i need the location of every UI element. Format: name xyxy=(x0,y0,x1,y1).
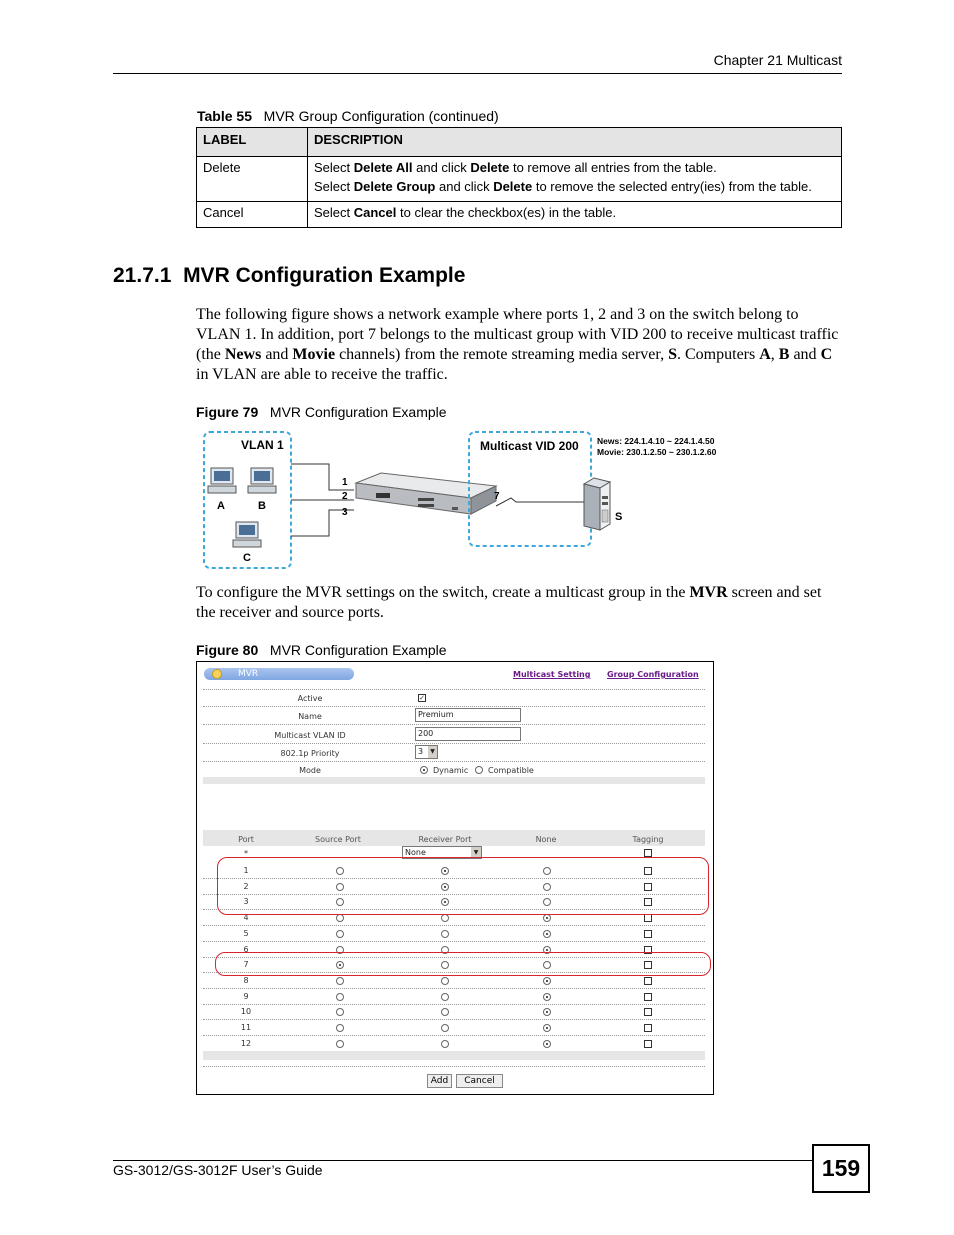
table-header-row xyxy=(197,128,842,157)
active-checkbox[interactable]: ✓ xyxy=(419,694,425,702)
description-line xyxy=(314,205,835,221)
col-tagging: Tagging xyxy=(632,835,664,844)
host-label-c: C xyxy=(243,552,251,564)
none-port-radio[interactable] xyxy=(543,1024,551,1032)
row-label: Delete xyxy=(197,157,308,202)
figure80-number: Figure 80 xyxy=(196,642,259,658)
port-number: 3 xyxy=(243,897,249,907)
port-number: 9 xyxy=(243,991,249,1001)
switch-icon xyxy=(356,473,496,514)
para1-bold: A xyxy=(759,346,771,363)
desc-text: Select xyxy=(314,205,354,220)
col-label: LABEL xyxy=(197,128,308,157)
port-number: 12 xyxy=(240,1038,252,1048)
guide-title: GS-3012/GS-3012F User’s Guide xyxy=(113,1162,323,1178)
paragraph-network-example xyxy=(196,305,842,385)
mode-label: Mode xyxy=(299,766,321,775)
highlight-source-port xyxy=(215,952,711,976)
port-label-1: 1 xyxy=(342,477,348,488)
para2-text: To configure the MVR settings on the switch, create a multicast group in the xyxy=(196,584,690,601)
para1-text: and xyxy=(261,346,293,363)
mvr-group-config-table xyxy=(196,127,842,228)
desc-bold: Delete Group xyxy=(353,179,436,194)
computer-b-icon xyxy=(248,468,276,493)
desc-bold: Delete xyxy=(493,179,533,194)
para1-bold: S xyxy=(668,346,677,363)
desc-text: to remove all entries from the table. xyxy=(509,160,717,175)
host-label-a: A xyxy=(217,500,225,512)
multicast-setting-link[interactable]: Multicast Setting xyxy=(513,670,591,679)
row-divider xyxy=(203,941,705,942)
receiver-port-radio[interactable] xyxy=(441,1024,449,1032)
row-divider xyxy=(203,1019,705,1020)
multicast-vlan-id-field[interactable]: 200 xyxy=(415,727,521,741)
row-description xyxy=(308,202,842,228)
add-button[interactable]: Add xyxy=(427,1074,452,1088)
table-caption-number: Table 55 xyxy=(197,108,252,124)
computer-a-icon xyxy=(208,468,236,493)
col-description: DESCRIPTION xyxy=(308,128,842,157)
port-number: 5 xyxy=(243,928,249,938)
tagging-checkbox[interactable] xyxy=(644,930,652,938)
divider xyxy=(203,724,705,725)
para2-text: screen and set the receiver and source ports. xyxy=(196,584,822,621)
para1-bold: B xyxy=(778,346,790,363)
port-number: 10 xyxy=(240,1007,252,1017)
receiver-port-radio[interactable] xyxy=(441,977,449,985)
para1-text: in VLAN are able to receive the traffic. xyxy=(196,366,448,383)
network-diagram xyxy=(196,428,736,575)
description-line xyxy=(314,179,835,195)
chapter-header: Chapter 21 Multicast xyxy=(713,52,842,68)
server-label: S xyxy=(615,511,623,523)
col-receiver-port: Receiver Port xyxy=(418,835,472,844)
para1-text: , xyxy=(770,346,779,363)
row-label: Cancel xyxy=(197,202,308,228)
name-field[interactable]: Premium xyxy=(415,708,521,722)
mode-dynamic-radio[interactable] xyxy=(420,766,428,774)
source-port-radio[interactable] xyxy=(336,1024,344,1032)
desc-text: to clear the checkbox(es) in the table. xyxy=(396,205,617,220)
desc-text: and click xyxy=(435,179,494,194)
figure80-title: MVR Configuration Example xyxy=(269,642,447,658)
cable-port-7 xyxy=(496,498,584,506)
receiver-port-radio[interactable] xyxy=(441,1008,449,1016)
mode-dynamic-label: Dynamic xyxy=(433,766,469,775)
divider xyxy=(203,706,705,707)
priority-value: 3 xyxy=(418,747,424,756)
tab-bullet-icon xyxy=(212,669,222,679)
group-configuration-link[interactable]: Group Configuration xyxy=(607,670,699,679)
row-description xyxy=(308,157,842,202)
row-divider xyxy=(203,1035,705,1036)
all-ports-tagging-checkbox[interactable] xyxy=(644,849,652,857)
col-source-port: Source Port xyxy=(315,835,361,844)
tagging-checkbox[interactable] xyxy=(644,1024,652,1032)
tagging-checkbox[interactable] xyxy=(644,993,652,1001)
desc-bold: Delete All xyxy=(353,160,413,175)
port-number: 1 xyxy=(243,866,249,875)
none-port-radio[interactable] xyxy=(543,1008,551,1016)
desc-bold: Delete xyxy=(470,160,510,175)
source-port-radio[interactable] xyxy=(336,993,344,1001)
port-label-7: 7 xyxy=(494,491,500,502)
none-port-radio[interactable] xyxy=(543,977,551,985)
port-number: 8 xyxy=(243,975,249,985)
col-port: Port xyxy=(238,835,254,844)
desc-text: and click xyxy=(412,160,471,175)
port-number: 7 xyxy=(243,960,249,970)
mode-compatible-radio[interactable] xyxy=(475,766,483,774)
page-number: 159 xyxy=(812,1144,870,1193)
port-number: 6 xyxy=(243,944,249,954)
source-port-radio[interactable] xyxy=(336,1040,344,1048)
cancel-button[interactable]: Cancel xyxy=(456,1074,503,1088)
receiver-port-radio[interactable] xyxy=(441,914,449,922)
priority-select[interactable] xyxy=(415,745,438,759)
section-number: 21.7.1 xyxy=(113,264,172,287)
table-row xyxy=(197,202,842,228)
description-line xyxy=(314,160,835,176)
tagging-checkbox[interactable] xyxy=(644,1008,652,1016)
dropdown-arrow-icon: ▼ xyxy=(471,847,481,858)
desc-text: Select xyxy=(314,179,354,194)
para1-bold: News xyxy=(224,346,262,363)
source-port-radio[interactable] xyxy=(336,914,344,922)
none-port-radio[interactable] xyxy=(543,1040,551,1048)
port-number: 11 xyxy=(240,1023,252,1032)
none-port-radio[interactable] xyxy=(543,993,551,1001)
port-label-2: 2 xyxy=(342,491,348,502)
server-icon xyxy=(584,478,610,530)
host-label-b: B xyxy=(258,500,266,512)
tagging-checkbox[interactable] xyxy=(644,977,652,985)
multicast-vlan-id-label: Multicast VLAN ID xyxy=(274,731,346,740)
divider xyxy=(203,743,705,744)
col-none: None xyxy=(535,835,557,844)
news-range: News: 224.1.4.10 ~ 224.1.4.50 xyxy=(597,436,715,446)
movie-range: Movie: 230.1.2.50 ~ 230.1.2.60 xyxy=(597,447,717,457)
table-footer-band xyxy=(203,1051,705,1060)
desc-text: to remove the selected entry(ies) from the table. xyxy=(532,179,812,194)
source-port-radio[interactable] xyxy=(336,977,344,985)
row-divider xyxy=(203,988,705,989)
divider xyxy=(203,689,705,690)
source-port-radio[interactable] xyxy=(336,930,344,938)
figure79-title: MVR Configuration Example xyxy=(269,404,447,420)
receiver-port-radio[interactable] xyxy=(441,1040,449,1048)
table-caption-text: MVR Group Configuration (continued) xyxy=(263,108,499,124)
source-port-radio[interactable] xyxy=(336,1008,344,1016)
desc-bold: Cancel xyxy=(353,205,397,220)
section-heading: MVR Configuration Example xyxy=(183,264,466,287)
none-port-radio[interactable] xyxy=(543,930,551,938)
receiver-port-radio[interactable] xyxy=(441,930,449,938)
row-divider xyxy=(203,1004,705,1005)
para1-bold: C xyxy=(820,346,833,363)
none-port-radio[interactable] xyxy=(543,914,551,922)
para1-bold: Movie xyxy=(292,346,336,363)
mvr-tab[interactable] xyxy=(204,668,354,680)
port-number: 2 xyxy=(243,881,249,891)
section-separator xyxy=(203,777,705,784)
para2-bold: MVR xyxy=(689,584,728,601)
name-label: Name xyxy=(298,712,322,721)
highlight-receiver-ports xyxy=(217,857,709,915)
active-label: Active xyxy=(297,694,323,703)
section-title xyxy=(113,264,465,288)
all-ports-select-value: None xyxy=(405,848,426,857)
dropdown-arrow-icon: ▼ xyxy=(428,746,437,758)
footer-rule xyxy=(113,1160,813,1161)
all-ports-symbol: * xyxy=(244,849,248,858)
table-caption xyxy=(197,108,499,124)
figure79-number: Figure 79 xyxy=(196,404,259,420)
port-number: 4 xyxy=(243,913,249,923)
port-label-3: 3 xyxy=(342,507,348,518)
figure79-caption xyxy=(196,404,447,420)
mvr-screenshot xyxy=(196,661,714,1095)
computer-c-icon xyxy=(233,522,261,547)
paragraph-configure xyxy=(196,583,842,623)
table-row xyxy=(197,157,842,202)
figure80-caption xyxy=(196,642,447,658)
vlan1-label: VLAN 1 xyxy=(241,438,284,452)
row-divider xyxy=(203,925,705,926)
header-rule xyxy=(113,73,842,74)
receiver-port-radio[interactable] xyxy=(441,993,449,1001)
para1-text: channels) from the remote streaming media server, xyxy=(335,346,669,363)
mode-compatible-label: Compatible xyxy=(488,766,534,775)
desc-text: Select xyxy=(314,160,354,175)
para1-text: The following figure shows a network example where ports 1, 2 and 3 on the switch belong to VLAN 1. In addition, port 7 belongs to the multicast group with VID 200 to receive multicast traffic (the xyxy=(196,306,839,363)
para1-text: . Computers xyxy=(677,346,760,363)
multicast-vid-label: Multicast VID 200 xyxy=(480,439,579,453)
para1-text: and xyxy=(789,346,821,363)
mvr-tab-label: MVR xyxy=(238,669,259,679)
tagging-checkbox[interactable] xyxy=(644,1040,652,1048)
priority-label: 802.1p Priority xyxy=(280,749,340,758)
divider xyxy=(203,761,705,762)
tagging-checkbox[interactable] xyxy=(644,914,652,922)
divider xyxy=(203,1066,705,1067)
